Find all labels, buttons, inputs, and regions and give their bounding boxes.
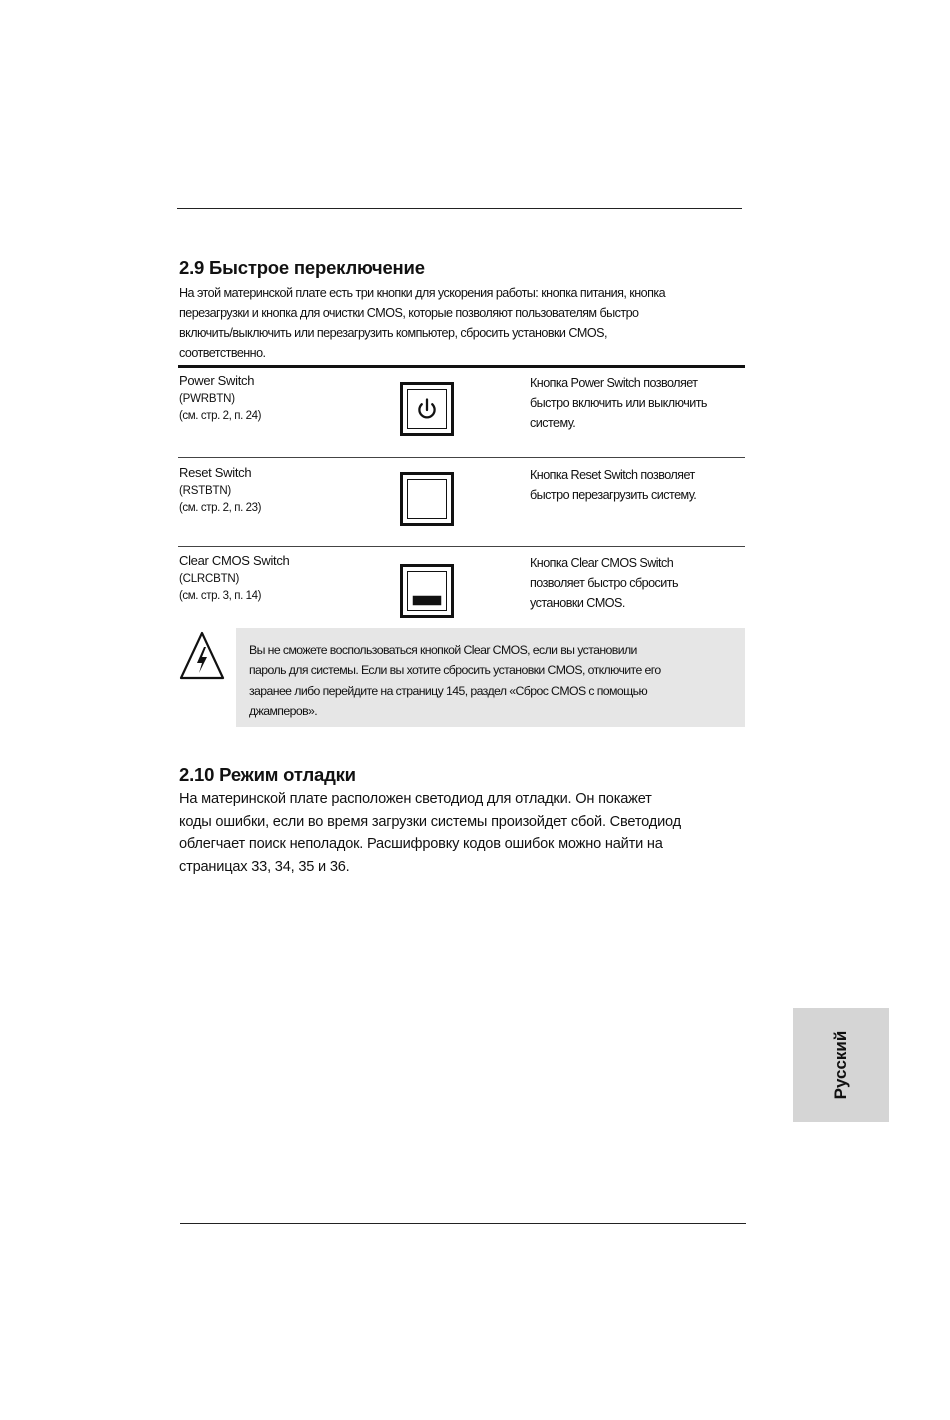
description-line: систему. (530, 416, 576, 430)
switch-row-reset (178, 464, 745, 544)
warning-note (236, 628, 745, 727)
switch-code: (CLRCBTN) (179, 573, 240, 585)
warning-text (249, 640, 745, 721)
description-line: Кнопка Reset Switch позволяет (530, 468, 695, 482)
section-intro (179, 283, 749, 363)
row-divider (178, 546, 745, 547)
switch-description (530, 553, 745, 613)
switch-reference: (см. стр. 3, п. 14) (179, 590, 262, 602)
switch-code: (PWRBTN) (179, 393, 235, 405)
reset-button-illustration (400, 472, 454, 526)
section-title-debug-mode: 2.10 Режим отладки (179, 764, 356, 785)
description-line: быстро включить или выключить (530, 396, 707, 410)
power-icon (407, 389, 447, 429)
footer-rule (180, 1223, 746, 1224)
description-line: Кнопка Clear CMOS Switch (530, 556, 674, 570)
intro-line: соответственно. (179, 346, 266, 360)
paragraph-line: коды ошибки, если во время загрузки системы произойдет сбой. Светодиод (179, 813, 681, 830)
clear-cmos-icon (407, 571, 447, 611)
warning-line: пароль для системы. Если вы хотите сбросить установки CMOS, отключите его (249, 663, 661, 678)
warning-line: джамперов». (249, 703, 318, 718)
warning-line: Вы не сможете воспользоваться кнопкой Clear CMOS, если вы установили (249, 643, 637, 657)
power-button-illustration (400, 382, 454, 436)
switch-description (530, 373, 745, 433)
switch-description (530, 465, 745, 505)
intro-line: включить/выключить или перезагрузить компьютер, сбросить установки CMOS, (179, 326, 607, 340)
switch-code: (RSTBTN) (179, 485, 232, 497)
paragraph-line: На материнской плате расположен светодиод для отладки. Он покажет (179, 791, 652, 807)
debug-mode-paragraph (179, 788, 749, 878)
description-line: установки CMOS. (530, 596, 625, 610)
description-line: позволяет быстро сбросить (530, 576, 679, 590)
switch-name: Clear CMOS Switch (179, 553, 290, 568)
language-tab (793, 1008, 889, 1122)
clear-cmos-button-illustration (400, 564, 454, 618)
switch-table-top-rule (178, 365, 745, 368)
description-line: Кнопка Power Switch позволяет (530, 376, 698, 390)
switch-reference: (см. стр. 2, п. 23) (179, 502, 262, 514)
language-tab-label: Русский (831, 1030, 850, 1100)
warning-triangle-icon (178, 630, 226, 682)
switch-row-clear-cmos (178, 552, 745, 622)
intro-line: перезагрузки и кнопка для очистки CMOS, которые позволяют пользователям быстро (179, 306, 639, 320)
paragraph-line: облегчает поиск неполадок. Расшифровку кодов ошибок можно найти на (179, 836, 663, 853)
reset-button-icon (407, 479, 447, 519)
switch-reference: (см. стр. 2, п. 24) (179, 410, 262, 422)
paragraph-line: страницах 33, 34, 35 и 36. (179, 858, 350, 875)
description-line: быстро перезагрузить систему. (530, 488, 697, 502)
switch-row-power (178, 372, 745, 452)
switch-name: Power Switch (179, 373, 255, 388)
row-divider (178, 457, 745, 458)
header-rule (177, 208, 742, 209)
intro-line: На этой материнской плате есть три кнопки для ускорения работы: кнопка питания, кнопка (179, 286, 666, 300)
switch-name: Reset Switch (179, 465, 252, 480)
warning-line: заранее либо перейдите на страницу 145, раздел «Сброс CMOS с помощью (249, 683, 648, 698)
section-title-quick-switch: 2.9 Быстрое переключение (179, 257, 425, 278)
